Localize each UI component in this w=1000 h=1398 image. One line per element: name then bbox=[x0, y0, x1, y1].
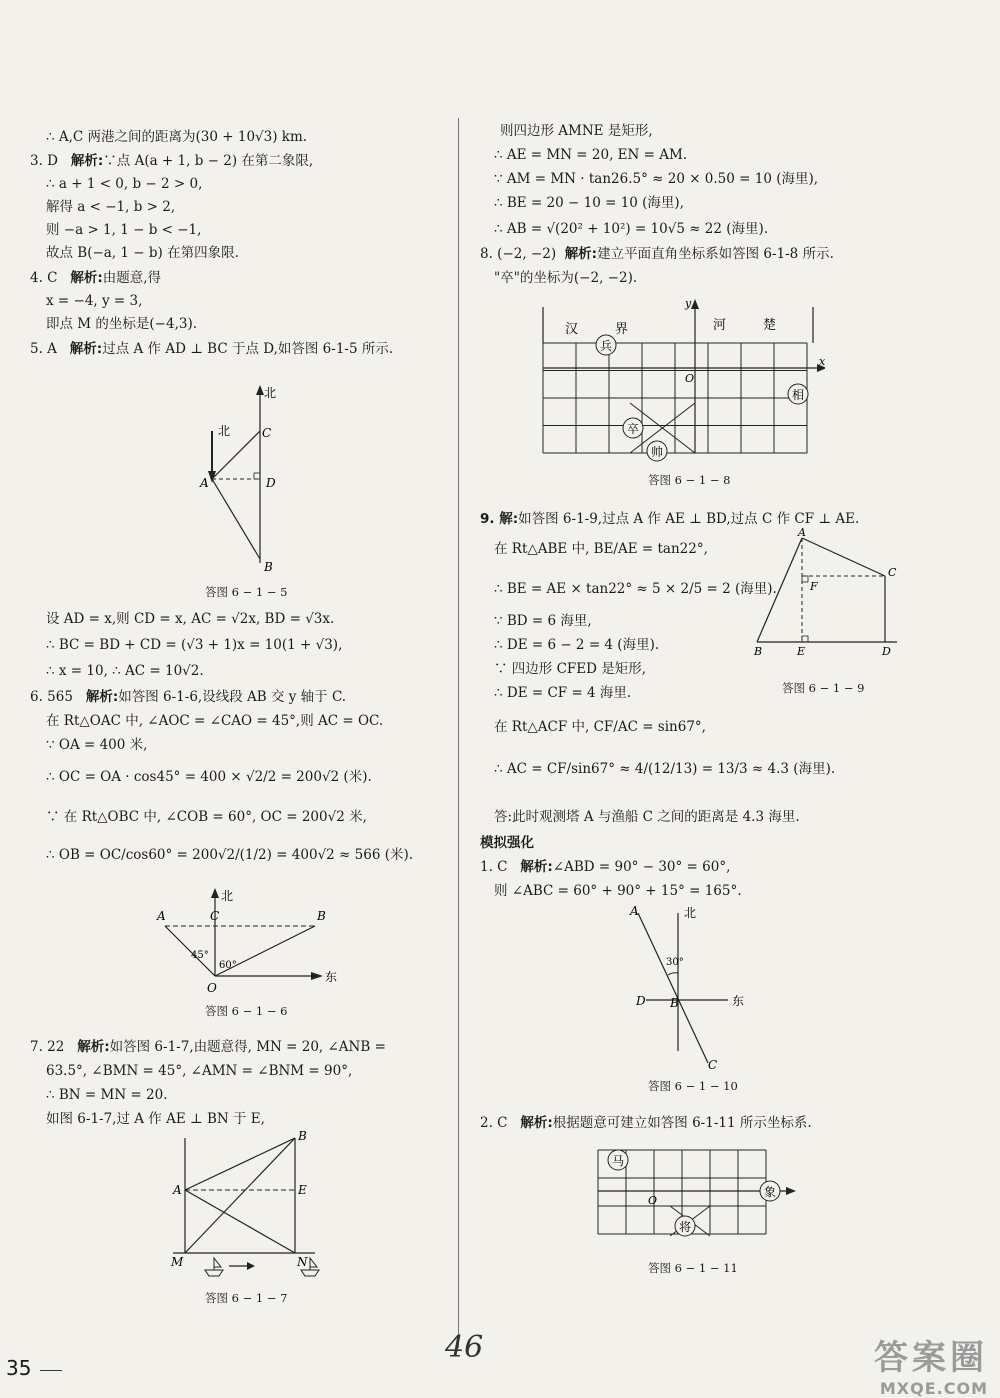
point-label: E bbox=[797, 645, 806, 658]
text-line: x = −4, y = 3, bbox=[46, 293, 143, 309]
text-line: ∵ 在 Rt△OBC 中, ∠COB = 60°, OC = 200√2 米, bbox=[46, 809, 367, 825]
figure-caption: 答图 6 − 1 − 7 bbox=[205, 1291, 288, 1305]
q9-head: 9. 解: bbox=[480, 511, 519, 527]
figure-caption: 答图 6 − 1 − 8 bbox=[648, 473, 731, 487]
q4-text: 由题意,得 bbox=[102, 270, 162, 286]
east-label: 东 bbox=[732, 994, 745, 1008]
text-line: ∴ BC = BD + CD = (√3 + 1)x = 10(1 + √3), bbox=[46, 637, 343, 653]
q3-line bbox=[30, 152, 313, 170]
text-line: ∵ 四边形 CFED 是矩形, bbox=[494, 661, 647, 677]
figure-caption: 答图 6 − 1 − 10 bbox=[648, 1079, 738, 1093]
q7-line bbox=[30, 1038, 386, 1056]
text-line: 即点 M 的坐标是(−4,3). bbox=[46, 316, 198, 332]
q7-jiexi: 解析: bbox=[77, 1039, 110, 1055]
text-line: ∴ BE = AE × tan22° ≈ 5 × 2/5 = 2 (海里). bbox=[494, 581, 777, 597]
s1-line bbox=[480, 858, 730, 876]
q8-text: 建立平面直角坐标系如答图 6-1-8 所示. bbox=[597, 246, 834, 262]
text-line: ∵ AM = MN · tan26.5° ≈ 20 × 0.50 = 10 (海里), bbox=[494, 171, 819, 187]
q5-jiexi: 解析: bbox=[69, 341, 103, 357]
point-label: B bbox=[264, 560, 273, 573]
text-line: 在 Rt△ABE 中, BE/AE = tan22°, bbox=[494, 541, 708, 557]
point-label: O bbox=[207, 981, 217, 995]
point-label: B bbox=[317, 909, 326, 923]
angle-label: 60° bbox=[219, 960, 237, 971]
point-label: A bbox=[798, 528, 806, 539]
text-line: 则四边形 AMNE 是矩形, bbox=[500, 123, 653, 139]
s1-answer: 1. C bbox=[480, 859, 508, 875]
figure-6-1-8 bbox=[535, 293, 825, 463]
text-line: ∴ a + 1 < 0, b − 2 > 0, bbox=[46, 176, 203, 192]
east-label: 东 bbox=[325, 970, 338, 984]
north-label: 北 bbox=[684, 906, 697, 920]
north-label: 北 bbox=[264, 386, 277, 400]
watermark-title: 答案圈 bbox=[874, 1338, 988, 1378]
point-label: A bbox=[173, 1183, 182, 1197]
point-label: D bbox=[636, 994, 646, 1008]
text-line: ∴ DE = CF = 4 海里. bbox=[494, 685, 632, 701]
figure-6-1-10 bbox=[628, 903, 758, 1073]
point-label: F bbox=[810, 580, 818, 593]
river-label: 界 bbox=[615, 322, 629, 337]
point-label: N bbox=[297, 1255, 308, 1269]
text-line: 在 Rt△ACF 中, CF/AC = sin67°, bbox=[494, 719, 706, 735]
bing-piece-icon bbox=[596, 335, 616, 355]
text-line: 故点 B(−a, 1 − b) 在第四象限. bbox=[46, 245, 239, 261]
q4-jiexi: 解析: bbox=[70, 270, 103, 286]
xiang-piece-icon bbox=[760, 1181, 780, 1201]
q7-text: 如答图 6-1-7,由题意得, MN = 20, ∠ANB = bbox=[109, 1039, 386, 1055]
text-line: ∵ BD = 6 海里, bbox=[494, 613, 592, 629]
north-label: 北 bbox=[221, 889, 234, 903]
figure-caption: 答图 6 − 1 − 6 bbox=[205, 1004, 288, 1018]
text-line: ∴ BN = MN = 20. bbox=[46, 1087, 168, 1103]
text-line: ∴ AB = √(20² + 10²) = 10√5 ≈ 22 (海里). bbox=[494, 221, 769, 237]
q3-answer: 3. D bbox=[30, 153, 58, 169]
q8-line bbox=[480, 245, 834, 263]
q5-text: 过点 A 作 AD ⊥ BC 于点 D,如答图 6-1-5 所示. bbox=[102, 341, 394, 357]
zu-piece-icon bbox=[623, 418, 643, 438]
axis-label: x bbox=[819, 355, 825, 368]
text-line: 设 AD = x,则 CD = x, AC = √2x, BD = √3x. bbox=[46, 611, 335, 627]
column-divider bbox=[458, 118, 459, 1348]
q6-answer: 6. 565 bbox=[30, 689, 73, 705]
q9-text: 如答图 6-1-9,过点 A 作 AE ⊥ BD,过点 C 作 CF ⊥ AE. bbox=[518, 511, 860, 527]
point-label: D bbox=[266, 476, 276, 490]
river-label: 楚 bbox=[763, 318, 777, 333]
s2-line bbox=[480, 1114, 812, 1132]
figure-caption: 答图 6 − 1 − 5 bbox=[205, 585, 288, 599]
axis-label: O bbox=[648, 1194, 658, 1207]
figure-caption: 答图 6 − 1 − 9 bbox=[782, 681, 865, 695]
q3-text: ∵点 A(a + 1, b − 2) 在第二象限, bbox=[103, 153, 314, 169]
text-line: ∴ A,C 两港之间的距离为(30 + 10√3) km. bbox=[46, 129, 308, 145]
figure-6-1-6 bbox=[155, 886, 355, 996]
river-label: 汉 bbox=[565, 322, 579, 337]
text-line: 63.5°, ∠BMN = 45°, ∠AMN = ∠BNM = 90°, bbox=[46, 1063, 353, 1079]
q4-line bbox=[30, 269, 161, 287]
q5-answer: 5. A bbox=[30, 341, 57, 357]
axis-label: O bbox=[685, 372, 695, 385]
text-line: 在 Rt△OAC 中, ∠AOC = ∠CAO = 45°,则 AC = OC. bbox=[46, 713, 384, 729]
q8-jiexi: 解析: bbox=[564, 246, 598, 262]
q4-answer: 4. C bbox=[30, 270, 58, 286]
q6-text: 如答图 6-1-6,设线段 AB 交 y 轴于 C. bbox=[118, 689, 347, 705]
svg-text:帅: 帅 bbox=[651, 445, 664, 459]
text-line: ∴ OB = OC/cos60° = 200√2/(1/2) = 400√2 ≈ 566 (米). bbox=[46, 847, 414, 863]
point-label: A bbox=[157, 909, 166, 923]
svg-text:相: 相 bbox=[792, 388, 805, 402]
s2-jiexi: 解析: bbox=[520, 1115, 553, 1131]
point-label: E bbox=[298, 1183, 307, 1197]
text-line: 则 −a > 1, 1 − b < −1, bbox=[46, 222, 202, 238]
s1-text: ∠ABD = 90° − 30° = 60°, bbox=[552, 859, 731, 875]
q3-jiexi: 解析: bbox=[70, 153, 104, 169]
svg-text:兵: 兵 bbox=[600, 339, 613, 353]
text-line: 答:此时观测塔 A 与渔船 C 之间的距离是 4.3 海里. bbox=[494, 809, 800, 825]
point-label: B bbox=[670, 996, 679, 1010]
s2-answer: 2. C bbox=[480, 1115, 508, 1131]
text-line: 如图 6-1-7,过 A 作 AE ⊥ BN 于 E, bbox=[46, 1111, 265, 1127]
ship-icon bbox=[205, 1258, 223, 1276]
q7-answer: 7. 22 bbox=[30, 1039, 65, 1055]
text-line: ∴ OC = OA · cos45° = 400 × √2/2 = 200√2 (米). bbox=[46, 769, 372, 785]
point-label: C bbox=[262, 426, 272, 440]
svg-text:卒: 卒 bbox=[627, 422, 640, 436]
text-line: ∴ AC = CF/sin67° ≈ 4/(12/13) = 13/3 ≈ 4.3 (海里). bbox=[494, 761, 836, 777]
shuai-piece-icon bbox=[647, 441, 667, 461]
page-number: 35 bbox=[6, 1356, 32, 1380]
text-line: ∴ DE = 6 − 2 = 4 (海里). bbox=[494, 637, 660, 653]
svg-text:象: 象 bbox=[764, 1185, 777, 1199]
axis-label: y bbox=[685, 297, 692, 310]
text-line: "卒"的坐标为(−2, −2). bbox=[494, 270, 638, 286]
point-label: C bbox=[708, 1058, 718, 1072]
svg-text:将: 将 bbox=[679, 1220, 692, 1234]
text-line: ∴ AE = MN = 20, EN = AM. bbox=[494, 147, 688, 163]
point-label: M bbox=[171, 1255, 184, 1269]
point-label: C bbox=[888, 566, 897, 579]
svg-text:马: 马 bbox=[612, 1154, 625, 1168]
watermark-url: MXQE.COM bbox=[879, 1379, 988, 1398]
point-label: D bbox=[882, 645, 891, 658]
text-line: 则 ∠ABC = 60° + 90° + 15° = 165°. bbox=[494, 883, 742, 899]
text-line: ∴ BE = 20 − 10 = 10 (海里), bbox=[494, 195, 684, 211]
q9-line bbox=[480, 510, 859, 528]
point-label: B bbox=[754, 645, 763, 658]
ma-piece-icon bbox=[608, 1150, 628, 1170]
point-label: A bbox=[200, 476, 209, 490]
text-line: ∴ x = 10, ∴ AC = 10√2. bbox=[46, 663, 204, 679]
q8-answer: 8. (−2, −2) bbox=[480, 246, 557, 262]
figure-6-1-11 bbox=[590, 1146, 800, 1246]
text-line: 解得 a < −1, b > 2, bbox=[46, 199, 176, 215]
point-label: B bbox=[298, 1129, 307, 1143]
point-label: A bbox=[630, 904, 639, 918]
q5-line bbox=[30, 340, 393, 358]
jiang-piece-icon bbox=[675, 1216, 695, 1236]
section-heading: 模拟强化 bbox=[480, 835, 534, 851]
figure-caption: 答图 6 − 1 − 11 bbox=[648, 1261, 738, 1275]
angle-label: 30° bbox=[666, 957, 684, 968]
xiang-piece-icon bbox=[788, 384, 808, 404]
q6-line bbox=[30, 688, 346, 706]
angle-label: 45° bbox=[191, 950, 209, 961]
q6-jiexi: 解析: bbox=[85, 689, 119, 705]
figure-6-1-7 bbox=[165, 1128, 325, 1288]
s2-text: 根据题意可建立如答图 6-1-11 所示坐标系. bbox=[552, 1115, 812, 1131]
page-number-dash bbox=[40, 1370, 62, 1371]
figure-6-1-5 bbox=[190, 383, 310, 573]
watermark bbox=[874, 1330, 988, 1398]
text-line: ∵ OA = 400 米, bbox=[46, 737, 148, 753]
figure-6-1-9 bbox=[752, 528, 902, 658]
s1-jiexi: 解析: bbox=[520, 859, 553, 875]
north-label: 北 bbox=[218, 424, 231, 438]
handwritten-number: 46 bbox=[445, 1330, 484, 1365]
point-label: C bbox=[210, 909, 220, 923]
river-label: 河 bbox=[713, 318, 727, 333]
